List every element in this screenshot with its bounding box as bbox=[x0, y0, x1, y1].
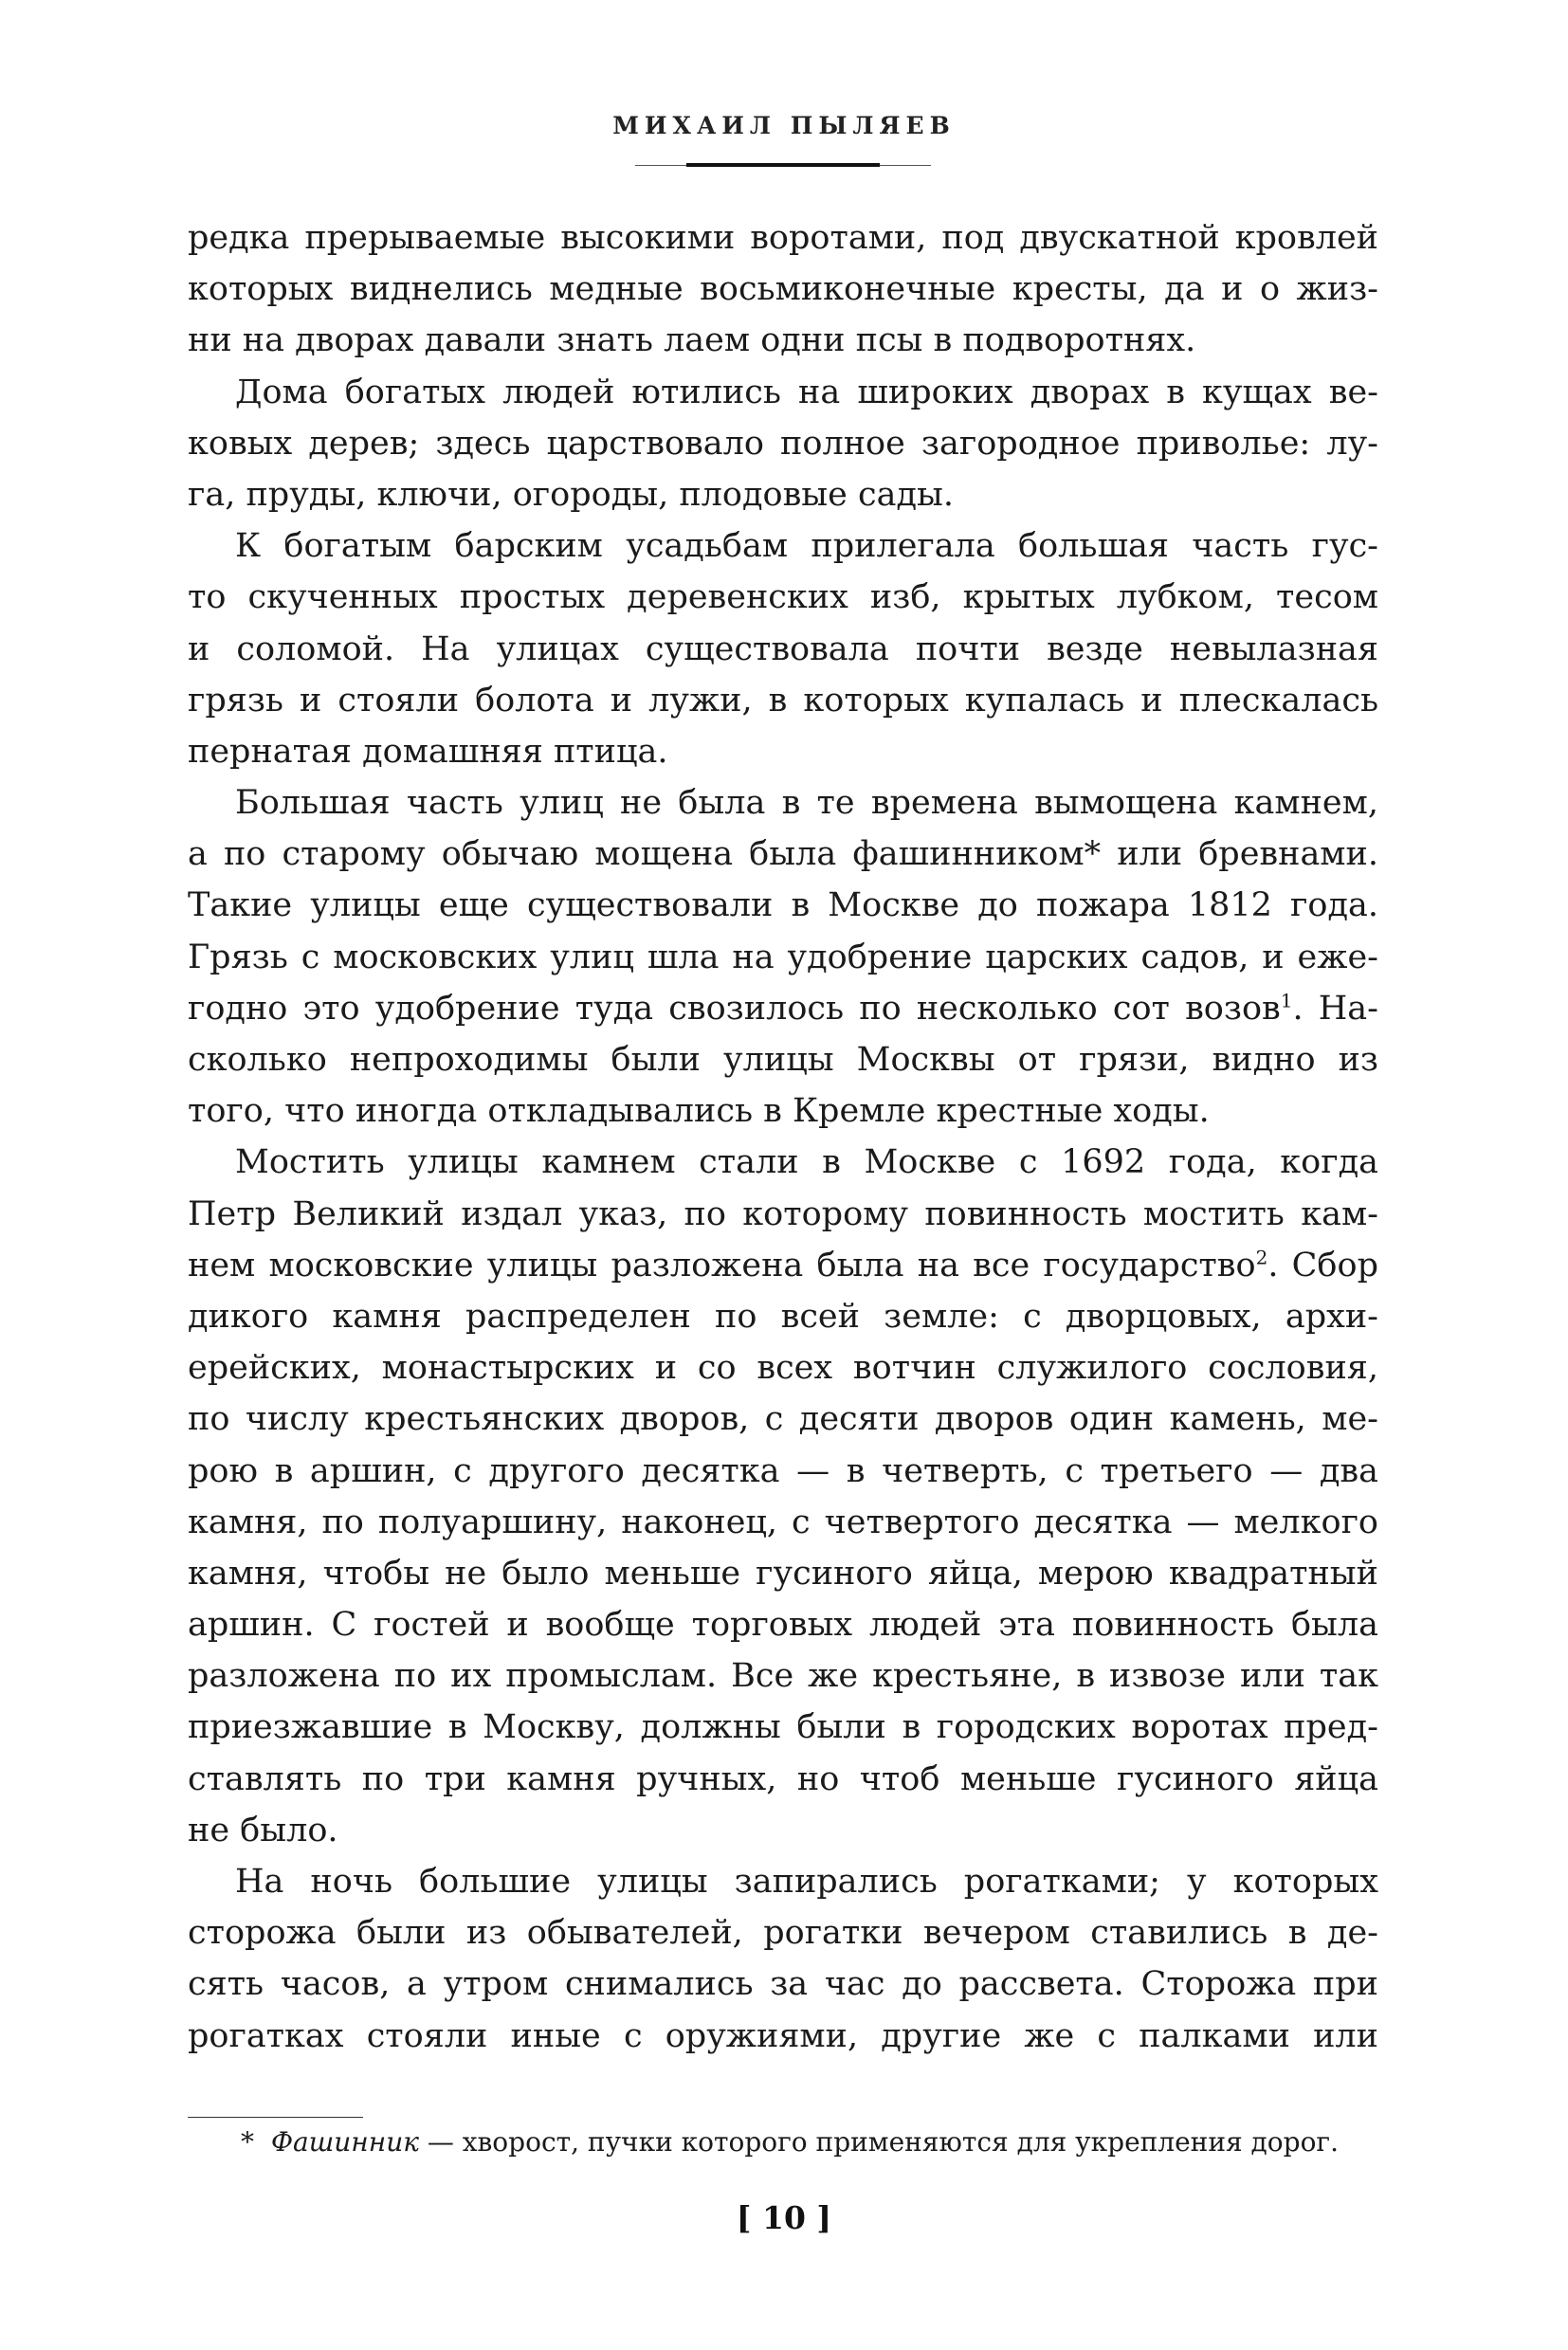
text-line: ставлять по три камня ручных, но чтоб меньше гусиного яйца bbox=[188, 1759, 1378, 1798]
text-line: сколько непроходимы были улицы Москвы от грязи, видно из bbox=[188, 1041, 1378, 1079]
text-line: ни на дворах давали знать лаем одни псы в подворотнях. bbox=[188, 321, 1196, 360]
text-line: грязь и стояли болота и лужи, в которых купалась и плескалась bbox=[188, 681, 1378, 720]
text-line: Такие улицы еще существовали в Москве до пожара 1812 года. bbox=[188, 886, 1378, 925]
text-line: по числу крестьянских дворов, с десяти дворов один камень, ме- bbox=[188, 1400, 1378, 1439]
text-line: Мостить улицы камнем стали в Москве с 1692 года, когда bbox=[235, 1143, 1378, 1182]
text-line: то скученных простых деревенских изб, крытых лубком, тесом bbox=[188, 578, 1378, 617]
text-line: разложена по их промыслам. Все же крестьяне, в извозе или так bbox=[188, 1657, 1378, 1696]
footnote-definition: — хворост, пучки которого применяются для укрепления дорог. bbox=[418, 2126, 1339, 2158]
footnote-rule bbox=[188, 2117, 363, 2118]
text-line: Большая часть улиц не была в те времена вымощена камнем, bbox=[235, 784, 1378, 823]
footnote-term: Фашинник bbox=[270, 2126, 419, 2158]
body-text bbox=[188, 212, 1378, 2062]
text-line-start: годно это удобрение туда свозилось по несколько сот возов bbox=[188, 989, 1281, 1028]
text-line: К богатым барским усадьбам прилегала большая часть гус- bbox=[235, 527, 1378, 566]
text-line: га, пруды, ключи, огороды, плодовые сады. bbox=[188, 475, 955, 514]
note-ref: 1 bbox=[1280, 989, 1293, 1012]
text-line: Дома богатых людей ютились на широких дворах в кущах ве- bbox=[235, 373, 1378, 411]
page-number: [ 10 ] bbox=[736, 2199, 832, 2236]
text-line: ерейских, монастырских и со всех вотчин служилого сословия, bbox=[188, 1349, 1378, 1388]
note-ref: 2 bbox=[1255, 1246, 1268, 1269]
text-line: сять часов, а утром снимались за час до рассвета. Сторожа при bbox=[188, 1965, 1378, 2004]
text-line-tail: . Сбор bbox=[1267, 1246, 1378, 1284]
text-line: На ночь большие улицы запирались рогатками; у которых bbox=[235, 1863, 1378, 1901]
text-line: сторожа были из обывателей, рогатки вечером ставились в де- bbox=[188, 1914, 1378, 1953]
header-rule-thick bbox=[686, 163, 880, 167]
text-line: Грязь с московских улиц шла на удобрение царских садов, и еже- bbox=[188, 938, 1378, 976]
text-line: камня, по полуаршину, наконец, с четвертого десятка — мелкого bbox=[188, 1503, 1378, 1541]
text-line-tail: . На- bbox=[1292, 989, 1378, 1028]
text-line: редка прерываемые высокими воротами, под двускатной кровлей bbox=[188, 219, 1378, 257]
text-line: которых виднелись медные восьмиконечные кресты, да и о жиз- bbox=[188, 270, 1378, 309]
text-line-with-note bbox=[188, 1240, 1378, 1291]
text-line: приезжавшие в Москву, должны были в городских воротах пред- bbox=[188, 1708, 1378, 1747]
text-line: и соломой. На улицах существовала почти везде невылазная bbox=[188, 629, 1378, 668]
text-line: рою в аршин, с другого десятка — в четверть, с третьего — два bbox=[188, 1451, 1378, 1490]
text-line: не было. bbox=[188, 1811, 338, 1849]
text-line-start: нем московские улицы разложена была на все государство bbox=[188, 1246, 1256, 1284]
text-line: Петр Великий издал указ, по которому повинность мостить кам- bbox=[188, 1194, 1378, 1233]
footnote bbox=[241, 2123, 1378, 2161]
text-line: рогатках стояли иные с оружиями, другие же с палками или bbox=[188, 2016, 1378, 2055]
running-head: МИХАИЛ ПЫЛЯЕВ bbox=[612, 112, 956, 139]
text-line: а по старому обычаю мощена была фашинником* или бревнами. bbox=[188, 835, 1378, 874]
text-line-with-note bbox=[188, 983, 1378, 1034]
text-line: пернатая домашняя птица. bbox=[188, 732, 668, 771]
text-line: аршин. С гостей и вообще торговых людей эта повинность была bbox=[188, 1606, 1378, 1645]
text-line: камня, чтобы не было меньше гусиного яйца, мерою квадратный bbox=[188, 1554, 1378, 1593]
text-line: ковых дерев; здесь царствовало полное загородное приволье: лу- bbox=[188, 424, 1378, 463]
text-line: дикого камня распределен по всей земле: с дворцовых, архи- bbox=[188, 1297, 1378, 1336]
text-line: того, что иногда откладывались в Кремле крестные ходы. bbox=[188, 1092, 1210, 1131]
footnote-marker: * bbox=[241, 2126, 254, 2158]
